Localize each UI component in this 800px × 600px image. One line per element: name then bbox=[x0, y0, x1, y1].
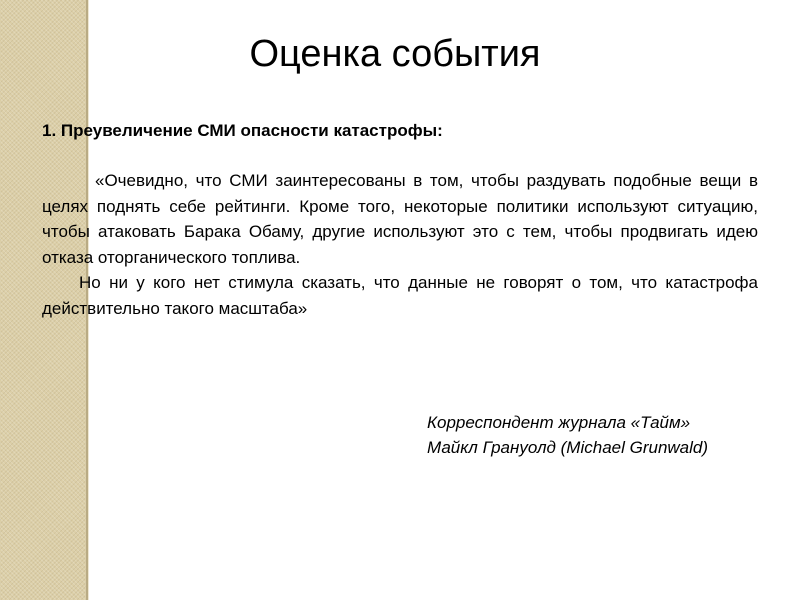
quote-block bbox=[42, 168, 758, 321]
quote-paragraph-2: Но ни у кого нет стимула сказать, что данные не говорят о том, что катастрофа действительно такого масштаба» bbox=[42, 273, 758, 318]
attribution-author: Майкл Грануолд (Michael Grunwald) bbox=[427, 438, 709, 457]
quote-attribution bbox=[427, 410, 767, 460]
slide-title: Оценка события bbox=[249, 33, 541, 75]
attribution-role: Корреспондент журнала «Тайм» bbox=[427, 413, 691, 432]
section-heading: 1. Преувеличение СМИ опасности катастрофы: bbox=[42, 121, 443, 140]
quote-paragraph-1: «Очевидно, что СМИ заинтересованы в том, чтобы раздувать подобные вещи в целях поднять себе рейтинги. Кроме того, некоторые политики используют ситуацию, чтобы атаковать Барака Обаму, другие используют это с тем, чтобы продвигать идею отказа оторганического топлива. bbox=[42, 171, 758, 267]
